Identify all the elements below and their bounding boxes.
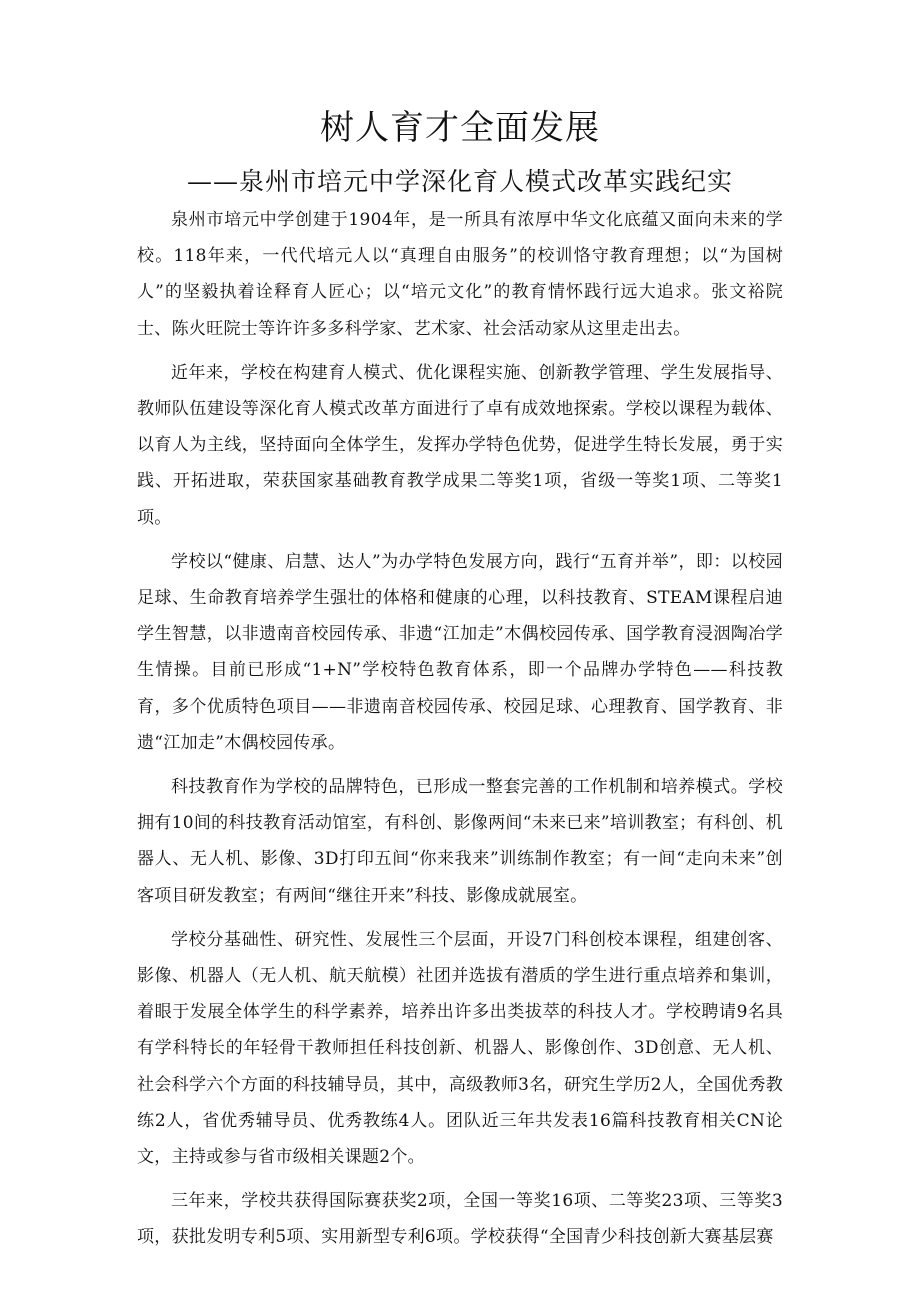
paragraph-achievements: 三年来，学校共获得国际赛获奖2项，全国一等奖16项、二等奖23项、三等奖3项，获批发明专利5项、实用新型专利6项。学校获得“全国青少科技创新大赛基层赛 (137, 1191, 783, 1248)
paragraph-curriculum: 学校分基础性、研究性、发展性三个层面，开设7门科创校本课程，组建创客、影像、机器人（无人机、航天航模）社团并选拔有潜质的学生进行重点培养和集训，着眼于发展全体学生的科学素养，培养出许多出类拔萃的科技人才。学校聘请9名具有学科特长的年轻骨干教师担任科技创新、机器人、影像创作、3D创意、无人机、社会科学六个方面的科技辅导员，其中，高级教师3名，研究生学历2人，全国优秀教练2人，省优秀辅导员、优秀教练4人。团队近三年共发表16篇科技教育相关CN论文，主持或参与省市级相关课题2个。 (137, 929, 783, 1168)
document-title: 树人育才全面发展 (320, 108, 600, 148)
document-subtitle: ——泉州市培元中学深化育人模式改革实践纪实 (186, 167, 733, 196)
paragraph-reform: 近年来，学校在构建育人模式、优化课程实施、创新教学管理、学生发展指导、教师队伍建设等深化育人模式改革方面进行了卓有成效地探索。学校以课程为载体、以育人为主线，坚持面向全体学生，发挥办学特色优势，促进学生特长发展，勇于实践、开拓进取，荣获国家基础教育教学成果二等奖1项，省级一等奖1项、二等奖1项。 (137, 362, 783, 528)
paragraph-history: 泉州市培元中学创建于1904年，是一所具有浓厚中华文化底蕴又面向未来的学校。118年来，一代代培元人以“真理自由服务”的校训恪守教育理想；以“为国树人”的坚毅执着诠释育人匠心；以“培元文化”的教育情怀践行远大追求。张文裕院士、陈火旺院士等许许多多科学家、艺术家、社会活动家从这里走出去。 (137, 210, 783, 339)
paragraph-tech-education: 科技教育作为学校的品牌特色，已形成一整套完善的工作机制和培养模式。学校拥有10间的科技教育活动馆室，有科创、影像两间“未来已来”培训教室；有科创、机器人、无人机、影像、3D打印五间“你来我来”训练制作教室；有一间“走向未来”创客项目研发教室；有两间“继往开来”科技、影像成就展室。 (137, 777, 783, 906)
paragraph-features: 学校以“健康、启慧、达人”为办学特色发展方向，践行“五育并举”，即：以校园足球、生命教育培养学生强壮的体格和健康的心理，以科技教育、STEAM课程启迪学生智慧，以非遗南音校园传承、非遗“江加走”木偶校园传承、国学教育浸洇陶冶学生情操。目前已形成“1+N”学校特色教育体系，即一个品牌办学特色——科技教育，多个优质特色项目——非遗南音校园传承、校园足球、心理教育、国学教育、非遗“江加走”木偶校园传承。 (137, 551, 783, 753)
document-body (137, 202, 783, 1264)
